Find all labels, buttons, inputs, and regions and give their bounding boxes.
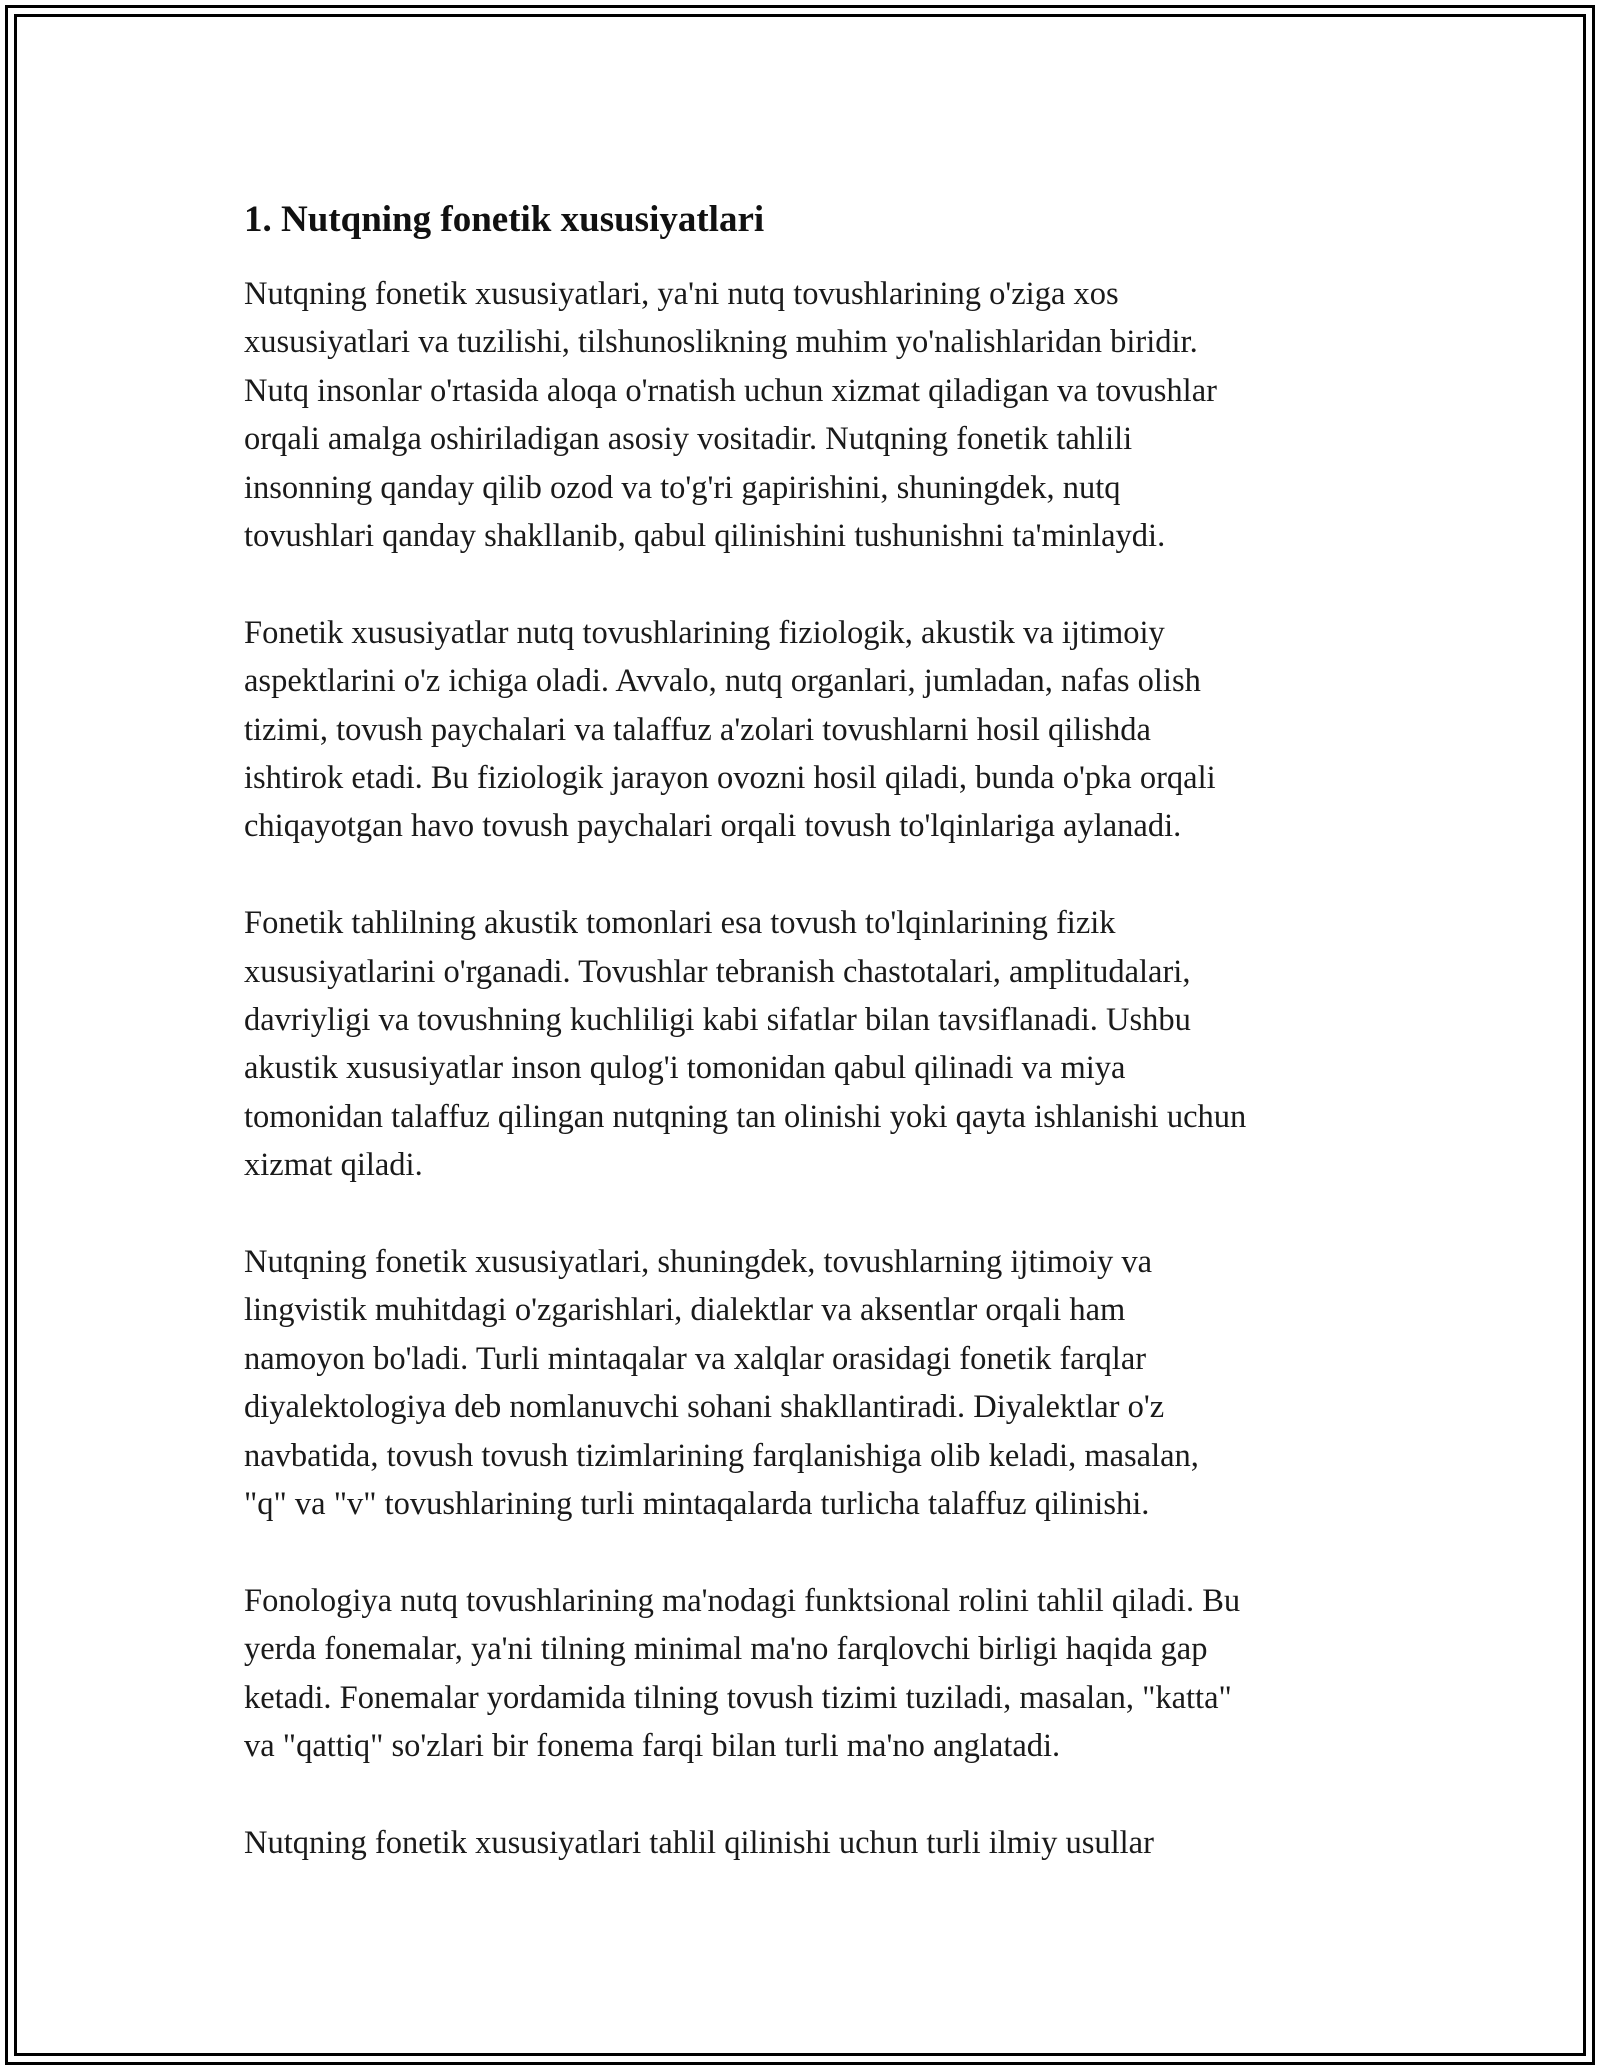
text-line: orqali amalga oshiriladigan asosiy vositadir. Nutqning fonetik tahlili bbox=[244, 421, 1133, 458]
text-line: Fonologiya nutq tovushlarining ma'nodagi funktsional rolini tahlil qiladi. Bu bbox=[244, 1582, 1241, 1619]
paragraph-1 bbox=[244, 270, 1394, 560]
text-line: yerda fonemalar, ya'ni tilning minimal ma'no farqlovchi birligi haqida gap bbox=[244, 1631, 1208, 1668]
text-line: navbatida, tovush tovush tizimlarining farqlanishiga olib keladi, masalan, bbox=[244, 1437, 1199, 1474]
paragraph-5 bbox=[244, 1577, 1394, 1771]
text-line: tovushlari qanday shakllanib, qabul qilinishini tushunishni ta'minlaydi. bbox=[244, 518, 1166, 555]
text-line: diyalektologiya deb nomlanuvchi sohani shakllantiradi. Diyalektlar o'z bbox=[244, 1389, 1165, 1426]
text-line: davriyligi va tovushning kuchliligi kabi sifatlar bilan tavsiflanadi. Ushbu bbox=[244, 1002, 1191, 1039]
text-line: Nutqning fonetik xususiyatlari tahlil qilinishi uchun turli ilmiy usullar bbox=[244, 1824, 1154, 1861]
text-line: ishtirok etadi. Bu fiziologik jarayon ovozni hosil qiladi, bunda o'pka orqali bbox=[244, 760, 1216, 797]
paragraph-6 bbox=[244, 1819, 1394, 1867]
text-line: lingvistik muhitdagi o'zgarishlari, dialektlar va aksentlar orqali ham bbox=[244, 1292, 1126, 1329]
text-line: namoyon bo'ladi. Turli mintaqalar va xalqlar orasidagi fonetik farqlar bbox=[244, 1340, 1147, 1377]
text-line: akustik xususiyatlar inson qulog'i tomonidan qabul qilinadi va miya bbox=[244, 1050, 1126, 1087]
text-line: ketadi. Fonemalar yordamida tilning tovush tizimi tuziladi, masalan, "katta" bbox=[244, 1679, 1232, 1716]
text-line: insonning qanday qilib ozod va to'g'ri gapirishini, shuningdek, nutq bbox=[244, 469, 1121, 506]
text-line: Fonetik tahlilning akustik tomonlari esa tovush to'lqinlarining fizik bbox=[244, 905, 1116, 942]
text-line: Nutqning fonetik xususiyatlari, shuningdek, tovushlarning ijtimoiy va bbox=[244, 1244, 1153, 1281]
text-line: xususiyatlari va tuzilishi, tilshunoslikning muhim yo'nalishlaridan biridir. bbox=[244, 324, 1198, 361]
document-body bbox=[244, 198, 1394, 1916]
text-line: aspektlarini o'z ichiga oladi. Avvalo, nutq organlari, jumladan, nafas olish bbox=[244, 663, 1201, 700]
paragraph-4 bbox=[244, 1238, 1394, 1528]
text-line: Nutqning fonetik xususiyatlari, ya'ni nutq tovushlarining o'ziga xos bbox=[244, 276, 1119, 312]
text-line: tizimi, tovush paychalari va talaffuz a'zolari tovushlarni hosil qilishda bbox=[244, 711, 1151, 748]
paragraph-3 bbox=[244, 899, 1394, 1189]
text-line: "q" va "v" tovushlarining turli mintaqalarda turlicha talaffuz qilinishi. bbox=[244, 1486, 1150, 1523]
text-line: Fonetik xususiyatlar nutq tovushlarining fiziologik, akustik va ijtimoiy bbox=[244, 614, 1165, 651]
text-line: tomonidan talaffuz qilingan nutqning tan olinishi yoki qayta ishlanishi uchun bbox=[244, 1098, 1247, 1135]
text-line: va "qattiq" so'zlari bir fonema farqi bilan turli ma'no anglatadi. bbox=[244, 1728, 1061, 1765]
text-line: xizmat qiladi. bbox=[244, 1147, 423, 1184]
text-line: xususiyatlarini o'rganadi. Tovushlar tebranish chastotalari, amplitudalari, bbox=[244, 953, 1191, 990]
page-border bbox=[5, 5, 1595, 2065]
section-heading: 1. Nutqning fonetik xususiyatlari bbox=[244, 199, 765, 240]
paragraph-2 bbox=[244, 609, 1394, 851]
text-line: Nutq insonlar o'rtasida aloqa o'rnatish uchun xizmat qiladigan va tovushlar bbox=[244, 372, 1217, 409]
text-line: chiqayotgan havo tovush paychalari orqali tovush to'lqinlariga aylanadi. bbox=[244, 808, 1182, 845]
